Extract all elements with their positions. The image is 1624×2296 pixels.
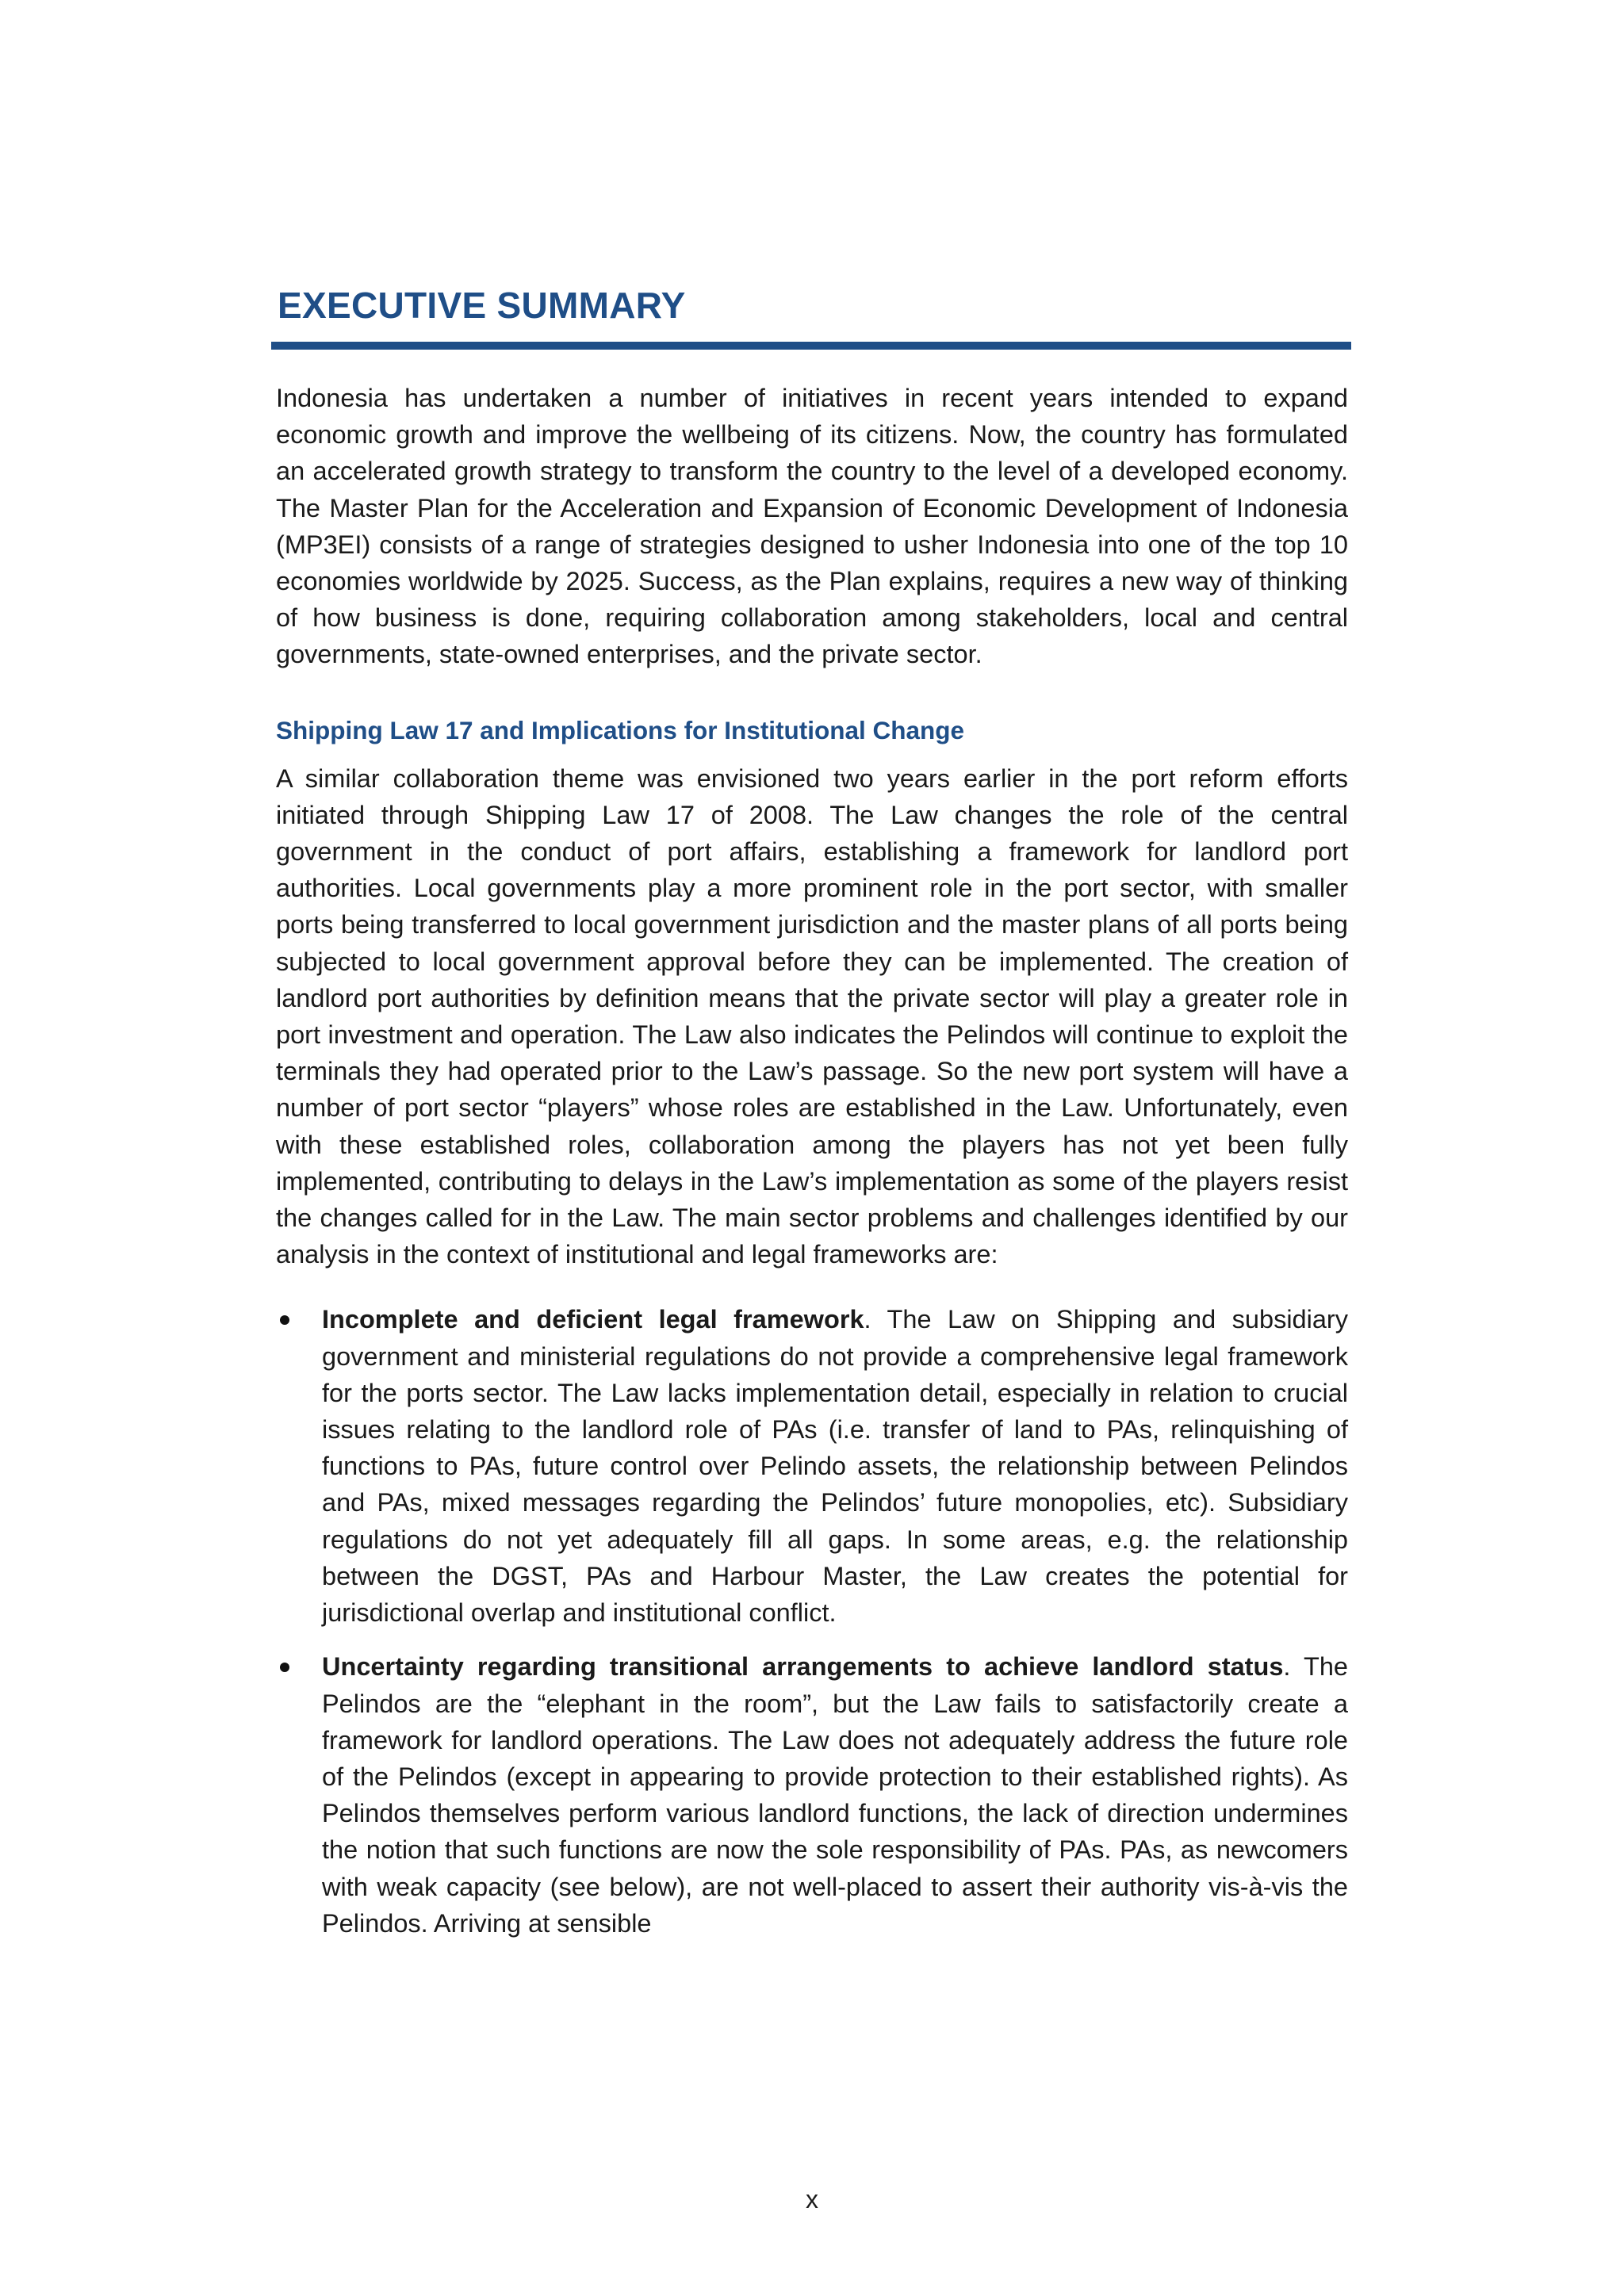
section-heading: Shipping Law 17 and Implications for Institutional Change <box>276 715 965 744</box>
document-body <box>276 281 1348 1959</box>
page-number: x <box>806 2185 818 2214</box>
list-item <box>276 1648 1348 1942</box>
challenge-list <box>276 1301 1348 1941</box>
bullet-dot <box>280 1663 289 1672</box>
bullet-text: . The Law on Shipping and subsidiary government and ministerial regulations do not provide a comprehensive legal framework for the ports sector. The Law lacks implementation detail, especially in relation to crucial issues relating to the landlord role of PAs (i.e. transfer of land to PAs, relinquishing of functions to PAs, future control over Pelindo assets, the relationship between Pelindos and PAs, mixed messages regarding the Pelindos’ future monopolies, etc). Subsidiary regulations do not yet adequately fill all gaps. In some areas, e.g. the relationship between the DGST, PAs and Harbour Master, the Law creates the potential for jurisdictional overlap and institutional conflict. <box>322 1305 1348 1628</box>
list-item <box>276 1301 1348 1631</box>
bullet-lead: Incomplete and deficient legal framework <box>322 1305 864 1334</box>
bullet-text: . The Pelindos are the “elephant in the room”, but the Law fails to satisfactorily create a framework for landlord operations. The Law does not adequately address the future role of the Pelindos (except in appearing to provide protection to their established rights). As Pelindos themselves perform various landlord functions, the lack of direction undermines the notion that such functions are now the sole responsibility of PAs. PAs, as newcomers with weak capacity (see below), are not well-placed to assert their authority vis-à-vis the Pelindos. Arriving at sensible <box>322 1652 1348 1938</box>
bullet-lead: Uncertainty regarding transitional arrangements to achieve landlord status <box>322 1652 1284 1682</box>
section-paragraph: A similar collaboration theme was envisioned two years earlier in the port reform efforts initiated through Shipping Law 17 of 2008. The Law changes the role of the central government in the conduct of port affairs, establishing a framework for landlord port authorities. Local governments play a more prominent role in the port sector, with smaller ports being transferred to local government jurisdiction and the master plans of all ports being subjected to local government approval before they can be implemented. The creation of landlord port authorities by definition means that the private sector will play a greater role in port investment and operation. The Law also indicates the Pelindos will continue to exploit the terminals they had operated prior to the Law’s passage. So the new port system will have a number of port sector “players” whose roles are established in the Law. Unfortunately, even with these established roles, collaboration among the players has not yet been fully implemented, contributing to delays in the Law’s implementation as some of the players resist the changes called for in the Law. The main sector problems and challenges identified by our analysis in the context of institutional and legal frameworks are: <box>276 763 1348 1269</box>
title-rule <box>271 342 1351 350</box>
page-title: EXECUTIVE SUMMARY <box>278 285 686 326</box>
bullet-dot <box>280 1315 289 1325</box>
intro-paragraph: Indonesia has undertaken a number of initiatives in recent years intended to expand economic growth and improve the wellbeing of its citizens. Now, the country has formulated an accelerated growth strategy to transform the country to the level of a developed economy. The Master Plan for the Acceleration and Expansion of Economic Development of Indonesia (MP3EI) consists of a range of strategies designed to usher Indonesia into one of the top 10 economies worldwide by 2025. Success, as the Plan explains, requires a new way of thinking of how business is done, requiring collaboration among stakeholders, local and central governments, state-owned enterprises, and the private sector. <box>276 384 1348 669</box>
